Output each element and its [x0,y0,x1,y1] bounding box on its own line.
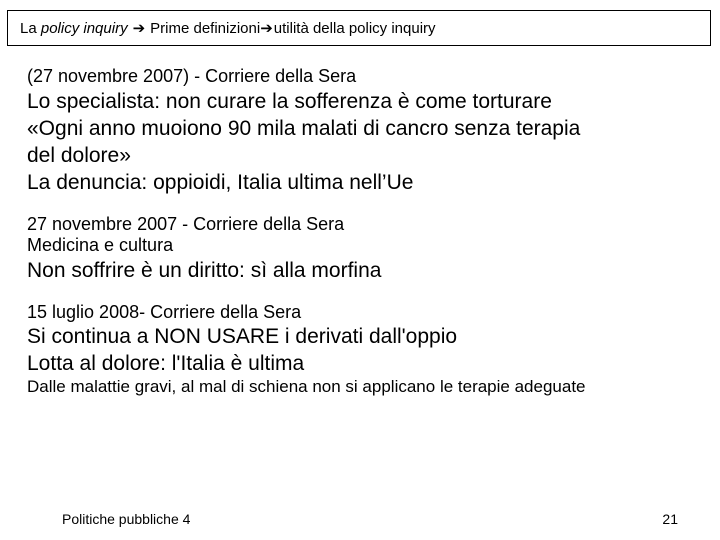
article-source: 27 novembre 2007 - Corriere della Sera [27,213,345,234]
slide-title [7,10,711,46]
article-block-2 [27,214,707,284]
title-part-utility: utilità della policy inquiry [273,19,436,37]
article-headline-line: Lo specialista: non curare la sofferenza è come torturare [27,89,552,113]
footer-course: Politiche pubbliche 4 [62,511,191,527]
spacer [27,196,707,214]
page-number: 21 [662,511,678,527]
arrow-right-icon: ➔ [132,20,146,37]
arrow-right-icon: ➔ [260,20,273,37]
article-headline-line: La denuncia: oppioidi, Italia ultima nell’Ue [27,170,414,194]
article-headline-line: del dolore» [27,143,131,167]
article-source: (27 novembre 2007) - Corriere della Sera [27,66,357,86]
article-headline-line: Si continua a NON USARE i derivati dall'oppio [27,325,458,349]
article-headline-line: «Ogni anno muoiono 90 mila malati di cancro senza terapia [27,116,581,140]
article-block-3 [27,302,707,398]
article-subtitle: Dalle malattie gravi, al mal di schiena non si applicano le terapie adeguate [27,377,586,397]
article-block-1 [27,66,707,196]
title-italic: policy inquiry [40,19,128,37]
spacer [27,284,707,302]
title-prefix: La [20,19,41,37]
article-section: Medicina e cultura [27,235,174,256]
article-source: 15 luglio 2008- Corriere della Sera [27,301,302,322]
slide-body [27,66,707,398]
article-headline-line: Lotta al dolore: l'Italia è ultima [27,352,305,376]
article-headline-line: Non soffrire è un diritto: sì alla morfina [27,258,382,282]
title-part-definitions: Prime definizioni [150,19,261,37]
